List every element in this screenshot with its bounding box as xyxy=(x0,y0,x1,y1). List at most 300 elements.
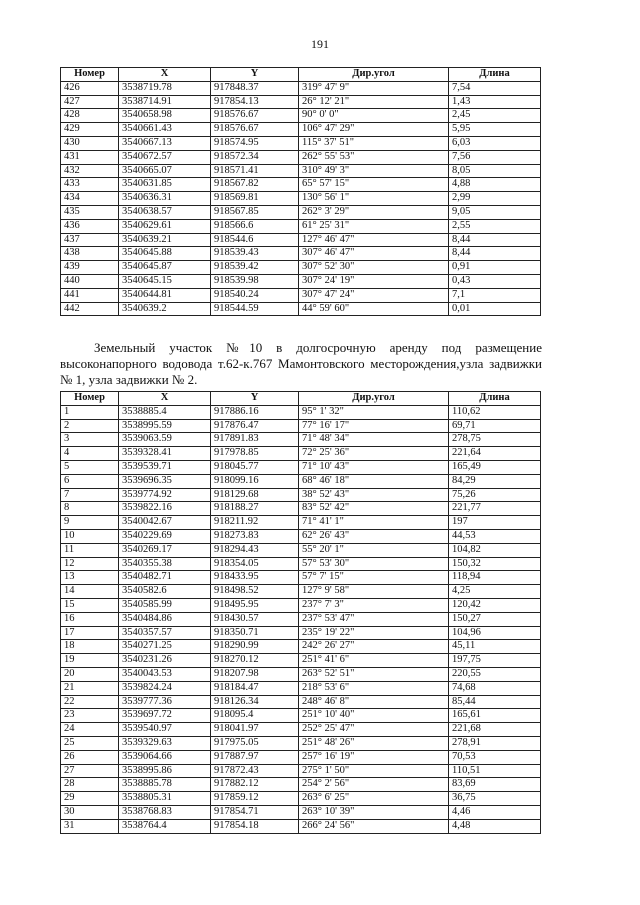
cell-length: 197 xyxy=(449,516,541,530)
cell-x: 3539328.41 xyxy=(119,447,211,461)
cell-y: 918207.98 xyxy=(211,667,299,681)
cell-length: 150,32 xyxy=(449,557,541,571)
table-row xyxy=(61,750,541,764)
cell-length: 7,54 xyxy=(449,81,541,95)
cell-length: 221,68 xyxy=(449,723,541,737)
header-x: X xyxy=(119,68,211,82)
cell-y: 918354.05 xyxy=(211,557,299,571)
header-y: Y xyxy=(211,392,299,406)
cell-length: 221,64 xyxy=(449,447,541,461)
cell-length: 104,96 xyxy=(449,626,541,640)
cell-number: 436 xyxy=(61,219,119,233)
cell-direction-angle: 65° 57' 15" xyxy=(299,178,449,192)
cell-direction-angle: 38° 52' 43" xyxy=(299,488,449,502)
cell-length: 8,44 xyxy=(449,233,541,247)
cell-length: 75,26 xyxy=(449,488,541,502)
cell-y: 918126.34 xyxy=(211,695,299,709)
cell-y: 918273.83 xyxy=(211,529,299,543)
cell-direction-angle: 252° 25' 47" xyxy=(299,723,449,737)
cell-y: 918571.41 xyxy=(211,164,299,178)
cell-y: 918567.85 xyxy=(211,205,299,219)
cell-number: 24 xyxy=(61,723,119,737)
cell-x: 3539064.66 xyxy=(119,750,211,764)
cell-length: 278,75 xyxy=(449,433,541,447)
cell-x: 3540658.98 xyxy=(119,109,211,123)
cell-x: 3539540.97 xyxy=(119,723,211,737)
cell-length: 1,43 xyxy=(449,95,541,109)
cell-number: 27 xyxy=(61,764,119,778)
cell-x: 3538768.83 xyxy=(119,805,211,819)
cell-y: 918184.47 xyxy=(211,681,299,695)
cell-number: 19 xyxy=(61,654,119,668)
cell-x: 3540645.88 xyxy=(119,247,211,261)
cell-length: 118,94 xyxy=(449,571,541,585)
cell-x: 3538719.78 xyxy=(119,81,211,95)
cell-direction-angle: 307° 46' 47" xyxy=(299,247,449,261)
cell-y: 917848.37 xyxy=(211,81,299,95)
coordinates-table-1 xyxy=(60,67,541,316)
cell-x: 3539329.63 xyxy=(119,736,211,750)
cell-direction-angle: 90° 0' 0" xyxy=(299,109,449,123)
cell-length: 120,42 xyxy=(449,598,541,612)
cell-length: 2,55 xyxy=(449,219,541,233)
cell-number: 428 xyxy=(61,109,119,123)
cell-y: 917891.83 xyxy=(211,433,299,447)
table-row xyxy=(61,433,541,447)
cell-direction-angle: 71° 41' 1" xyxy=(299,516,449,530)
cell-y: 917854.71 xyxy=(211,805,299,819)
table-row xyxy=(61,502,541,516)
cell-y: 917975.05 xyxy=(211,736,299,750)
table-row xyxy=(61,95,541,109)
table-row xyxy=(61,474,541,488)
cell-y: 917887.97 xyxy=(211,750,299,764)
page-number: 191 xyxy=(311,37,329,51)
header-y: Y xyxy=(211,68,299,82)
table-row xyxy=(61,529,541,543)
cell-x: 3540667.13 xyxy=(119,136,211,150)
cell-direction-angle: 307° 24' 19" xyxy=(299,274,449,288)
header-length: Длина xyxy=(449,68,541,82)
cell-number: 12 xyxy=(61,557,119,571)
cell-y: 918294.43 xyxy=(211,543,299,557)
cell-x: 3540582.6 xyxy=(119,585,211,599)
cell-number: 14 xyxy=(61,585,119,599)
cell-y: 918539.43 xyxy=(211,247,299,261)
cell-number: 22 xyxy=(61,695,119,709)
cell-x: 3540639.21 xyxy=(119,233,211,247)
cell-y: 918569.81 xyxy=(211,192,299,206)
cell-number: 17 xyxy=(61,626,119,640)
cell-x: 3540645.87 xyxy=(119,261,211,275)
cell-number: 437 xyxy=(61,233,119,247)
cell-number: 441 xyxy=(61,288,119,302)
header-x: X xyxy=(119,392,211,406)
cell-x: 3539063.59 xyxy=(119,433,211,447)
cell-number: 28 xyxy=(61,778,119,792)
table-row xyxy=(61,557,541,571)
cell-x: 3540484.86 xyxy=(119,612,211,626)
cell-number: 431 xyxy=(61,150,119,164)
table-row xyxy=(61,460,541,474)
table-header-row xyxy=(61,392,541,406)
cell-number: 6 xyxy=(61,474,119,488)
cell-direction-angle: 71° 10' 43" xyxy=(299,460,449,474)
cell-length: 5,95 xyxy=(449,123,541,137)
table-row xyxy=(61,405,541,419)
cell-y: 917876.47 xyxy=(211,419,299,433)
table-row xyxy=(61,667,541,681)
cell-x: 3540661.43 xyxy=(119,123,211,137)
table-row xyxy=(61,571,541,585)
table-row xyxy=(61,792,541,806)
cell-number: 21 xyxy=(61,681,119,695)
cell-direction-angle: 266° 24' 56" xyxy=(299,819,449,833)
cell-number: 9 xyxy=(61,516,119,530)
cell-direction-angle: 263° 52' 51" xyxy=(299,667,449,681)
table-row xyxy=(61,819,541,833)
cell-y: 918544.6 xyxy=(211,233,299,247)
cell-x: 3540482.71 xyxy=(119,571,211,585)
cell-direction-angle: 130° 56' 1" xyxy=(299,192,449,206)
cell-number: 435 xyxy=(61,205,119,219)
cell-y: 918129.68 xyxy=(211,488,299,502)
cell-length: 44,53 xyxy=(449,529,541,543)
table-row xyxy=(61,447,541,461)
cell-number: 4 xyxy=(61,447,119,461)
cell-y: 918566.6 xyxy=(211,219,299,233)
cell-direction-angle: 319° 47' 9" xyxy=(299,81,449,95)
cell-number: 432 xyxy=(61,164,119,178)
cell-x: 3540638.57 xyxy=(119,205,211,219)
cell-length: 4,48 xyxy=(449,819,541,833)
cell-y: 917886.16 xyxy=(211,405,299,419)
cell-direction-angle: 251° 10' 40" xyxy=(299,709,449,723)
cell-y: 917859.12 xyxy=(211,792,299,806)
cell-y: 917854.13 xyxy=(211,95,299,109)
table-row xyxy=(61,640,541,654)
cell-x: 3540355.38 xyxy=(119,557,211,571)
table-row xyxy=(61,192,541,206)
cell-x: 3538885.4 xyxy=(119,405,211,419)
table-row xyxy=(61,274,541,288)
cell-x: 3540645.15 xyxy=(119,274,211,288)
cell-y: 918290.99 xyxy=(211,640,299,654)
cell-length: 8,05 xyxy=(449,164,541,178)
cell-number: 439 xyxy=(61,261,119,275)
cell-x: 3539696.35 xyxy=(119,474,211,488)
table-row xyxy=(61,709,541,723)
cell-y: 917978.85 xyxy=(211,447,299,461)
table-row xyxy=(61,585,541,599)
cell-direction-angle: 115° 37' 51" xyxy=(299,136,449,150)
table-row xyxy=(61,123,541,137)
table-row xyxy=(61,150,541,164)
cell-direction-angle: 55° 20' 1" xyxy=(299,543,449,557)
cell-direction-angle: 62° 26' 43" xyxy=(299,529,449,543)
cell-length: 2,45 xyxy=(449,109,541,123)
cell-number: 427 xyxy=(61,95,119,109)
cell-x: 3538764.4 xyxy=(119,819,211,833)
cell-length: 2,99 xyxy=(449,192,541,206)
cell-direction-angle: 275° 1' 50" xyxy=(299,764,449,778)
cell-y: 917882.12 xyxy=(211,778,299,792)
cell-direction-angle: 95° 1' 32" xyxy=(299,405,449,419)
cell-length: 4,46 xyxy=(449,805,541,819)
cell-direction-angle: 61° 25' 31" xyxy=(299,219,449,233)
cell-length: 165,49 xyxy=(449,460,541,474)
cell-number: 26 xyxy=(61,750,119,764)
cell-x: 3540665.07 xyxy=(119,164,211,178)
cell-direction-angle: 263° 6' 25" xyxy=(299,792,449,806)
cell-number: 20 xyxy=(61,667,119,681)
cell-direction-angle: 57° 53' 30" xyxy=(299,557,449,571)
table-header-row xyxy=(61,68,541,82)
cell-direction-angle: 72° 25' 36" xyxy=(299,447,449,461)
cell-x: 3540672.57 xyxy=(119,150,211,164)
cell-number: 18 xyxy=(61,640,119,654)
cell-y: 918574.95 xyxy=(211,136,299,150)
cell-direction-angle: 263° 10' 39" xyxy=(299,805,449,819)
cell-x: 3540357.57 xyxy=(119,626,211,640)
cell-number: 25 xyxy=(61,736,119,750)
cell-number: 434 xyxy=(61,192,119,206)
table-row xyxy=(61,109,541,123)
table-row xyxy=(61,654,541,668)
cell-y: 917854.18 xyxy=(211,819,299,833)
land-plot-description: Земельный участок №10 в долгосрочную аренду под размещение высоконапорного водовода т.62-к.767 Мамонтовского месторождения,узла задвижки № 1, узла задвижки № 2. xyxy=(60,340,542,387)
cell-y: 918430.57 xyxy=(211,612,299,626)
cell-length: 0,91 xyxy=(449,261,541,275)
cell-length: 74,68 xyxy=(449,681,541,695)
coordinates-table-2 xyxy=(60,391,541,834)
table-row xyxy=(61,247,541,261)
cell-direction-angle: 251° 41' 6" xyxy=(299,654,449,668)
cell-direction-angle: 242° 26' 27" xyxy=(299,640,449,654)
cell-length: 83,69 xyxy=(449,778,541,792)
cell-y: 918576.67 xyxy=(211,123,299,137)
cell-number: 8 xyxy=(61,502,119,516)
cell-x: 3540229.69 xyxy=(119,529,211,543)
cell-length: 8,44 xyxy=(449,247,541,261)
cell-number: 5 xyxy=(61,460,119,474)
table-row xyxy=(61,736,541,750)
cell-number: 3 xyxy=(61,433,119,447)
cell-length: 150,27 xyxy=(449,612,541,626)
cell-number: 430 xyxy=(61,136,119,150)
cell-x: 3538995.86 xyxy=(119,764,211,778)
table-row xyxy=(61,764,541,778)
table-row xyxy=(61,233,541,247)
cell-x: 3540585.99 xyxy=(119,598,211,612)
cell-x: 3539777.36 xyxy=(119,695,211,709)
cell-number: 16 xyxy=(61,612,119,626)
table-row xyxy=(61,164,541,178)
cell-length: 197,75 xyxy=(449,654,541,668)
cell-y: 918539.42 xyxy=(211,261,299,275)
cell-number: 440 xyxy=(61,274,119,288)
header-number: Номер xyxy=(61,68,119,82)
cell-number: 13 xyxy=(61,571,119,585)
cell-length: 278,91 xyxy=(449,736,541,750)
table-row xyxy=(61,302,541,316)
cell-x: 3540231.26 xyxy=(119,654,211,668)
cell-y: 918572.34 xyxy=(211,150,299,164)
cell-length: 9,05 xyxy=(449,205,541,219)
cell-y: 918099.16 xyxy=(211,474,299,488)
cell-y: 918576.67 xyxy=(211,109,299,123)
cell-length: 0,01 xyxy=(449,302,541,316)
cell-x: 3539824.24 xyxy=(119,681,211,695)
table-row xyxy=(61,419,541,433)
cell-number: 23 xyxy=(61,709,119,723)
cell-x: 3539697.72 xyxy=(119,709,211,723)
cell-direction-angle: 68° 46' 18" xyxy=(299,474,449,488)
cell-direction-angle: 127° 9' 58" xyxy=(299,585,449,599)
table-row xyxy=(61,543,541,557)
cell-number: 438 xyxy=(61,247,119,261)
cell-length: 221,77 xyxy=(449,502,541,516)
cell-x: 3538885.78 xyxy=(119,778,211,792)
table-row xyxy=(61,598,541,612)
cell-x: 3540042.67 xyxy=(119,516,211,530)
cell-x: 3540644.81 xyxy=(119,288,211,302)
cell-direction-angle: 307° 47' 24" xyxy=(299,288,449,302)
cell-direction-angle: 44° 59' 60" xyxy=(299,302,449,316)
cell-number: 29 xyxy=(61,792,119,806)
table-row xyxy=(61,778,541,792)
table-row xyxy=(61,488,541,502)
cell-y: 918188.27 xyxy=(211,502,299,516)
cell-number: 426 xyxy=(61,81,119,95)
cell-y: 918095.4 xyxy=(211,709,299,723)
cell-length: 7,56 xyxy=(449,150,541,164)
cell-direction-angle: 310° 49' 3" xyxy=(299,164,449,178)
cell-number: 11 xyxy=(61,543,119,557)
cell-y: 918495.95 xyxy=(211,598,299,612)
cell-x: 3540269.17 xyxy=(119,543,211,557)
cell-y: 918041.97 xyxy=(211,723,299,737)
table-row xyxy=(61,136,541,150)
cell-length: 45,11 xyxy=(449,640,541,654)
cell-number: 30 xyxy=(61,805,119,819)
cell-number: 2 xyxy=(61,419,119,433)
cell-direction-angle: 254° 2' 56" xyxy=(299,778,449,792)
cell-length: 4,25 xyxy=(449,585,541,599)
cell-length: 6,03 xyxy=(449,136,541,150)
cell-x: 3538714.91 xyxy=(119,95,211,109)
cell-direction-angle: 106° 47' 29" xyxy=(299,123,449,137)
header-direction-angle: Дир.угол xyxy=(299,68,449,82)
cell-y: 918567.82 xyxy=(211,178,299,192)
cell-number: 1 xyxy=(61,405,119,419)
table-row xyxy=(61,219,541,233)
cell-y: 917872.43 xyxy=(211,764,299,778)
cell-x: 3540043.53 xyxy=(119,667,211,681)
cell-direction-angle: 71° 48' 34" xyxy=(299,433,449,447)
cell-direction-angle: 257° 16' 19" xyxy=(299,750,449,764)
table-row xyxy=(61,695,541,709)
table-row xyxy=(61,288,541,302)
cell-length: 220,55 xyxy=(449,667,541,681)
cell-length: 0,43 xyxy=(449,274,541,288)
cell-length: 84,29 xyxy=(449,474,541,488)
table-row xyxy=(61,612,541,626)
table-row xyxy=(61,516,541,530)
cell-x: 3539539.71 xyxy=(119,460,211,474)
table-row xyxy=(61,681,541,695)
cell-direction-angle: 235° 19' 22" xyxy=(299,626,449,640)
cell-direction-angle: 26° 12' 21" xyxy=(299,95,449,109)
cell-number: 442 xyxy=(61,302,119,316)
cell-number: 15 xyxy=(61,598,119,612)
table-row xyxy=(61,723,541,737)
cell-length: 85,44 xyxy=(449,695,541,709)
cell-length: 110,62 xyxy=(449,405,541,419)
table-row xyxy=(61,178,541,192)
table-row xyxy=(61,81,541,95)
cell-direction-angle: 248° 46' 8" xyxy=(299,695,449,709)
cell-y: 918270.12 xyxy=(211,654,299,668)
cell-direction-angle: 218° 53' 6" xyxy=(299,681,449,695)
cell-direction-angle: 307° 52' 30" xyxy=(299,261,449,275)
header-number: Номер xyxy=(61,392,119,406)
cell-number: 31 xyxy=(61,819,119,833)
table-row xyxy=(61,261,541,275)
header-length: Длина xyxy=(449,392,541,406)
cell-number: 7 xyxy=(61,488,119,502)
cell-y: 918498.52 xyxy=(211,585,299,599)
cell-length: 7,1 xyxy=(449,288,541,302)
cell-x: 3540636.31 xyxy=(119,192,211,206)
cell-length: 4,88 xyxy=(449,178,541,192)
cell-y: 918433.95 xyxy=(211,571,299,585)
cell-direction-angle: 237° 7' 3" xyxy=(299,598,449,612)
cell-direction-angle: 77° 16' 17" xyxy=(299,419,449,433)
cell-x: 3538805.31 xyxy=(119,792,211,806)
cell-direction-angle: 57° 7' 15" xyxy=(299,571,449,585)
cell-direction-angle: 83° 52' 42" xyxy=(299,502,449,516)
cell-direction-angle: 237° 53' 47" xyxy=(299,612,449,626)
cell-length: 36,75 xyxy=(449,792,541,806)
cell-y: 918045.77 xyxy=(211,460,299,474)
cell-y: 918539.98 xyxy=(211,274,299,288)
table-row xyxy=(61,626,541,640)
cell-x: 3540271.25 xyxy=(119,640,211,654)
cell-x: 3539822.16 xyxy=(119,502,211,516)
cell-y: 918540.24 xyxy=(211,288,299,302)
header-direction-angle: Дир.угол xyxy=(299,392,449,406)
cell-y: 918211.92 xyxy=(211,516,299,530)
table-row xyxy=(61,805,541,819)
cell-number: 433 xyxy=(61,178,119,192)
cell-length: 110,51 xyxy=(449,764,541,778)
cell-length: 69,71 xyxy=(449,419,541,433)
cell-number: 10 xyxy=(61,529,119,543)
cell-x: 3540629.61 xyxy=(119,219,211,233)
cell-direction-angle: 262° 3' 29" xyxy=(299,205,449,219)
table-row xyxy=(61,205,541,219)
cell-direction-angle: 262° 55' 53" xyxy=(299,150,449,164)
cell-x: 3540631.85 xyxy=(119,178,211,192)
cell-x: 3540639.2 xyxy=(119,302,211,316)
cell-x: 3538995.59 xyxy=(119,419,211,433)
cell-y: 918544.59 xyxy=(211,302,299,316)
cell-y: 918350.71 xyxy=(211,626,299,640)
cell-length: 104,82 xyxy=(449,543,541,557)
cell-direction-angle: 251° 48' 26" xyxy=(299,736,449,750)
cell-x: 3539774.92 xyxy=(119,488,211,502)
